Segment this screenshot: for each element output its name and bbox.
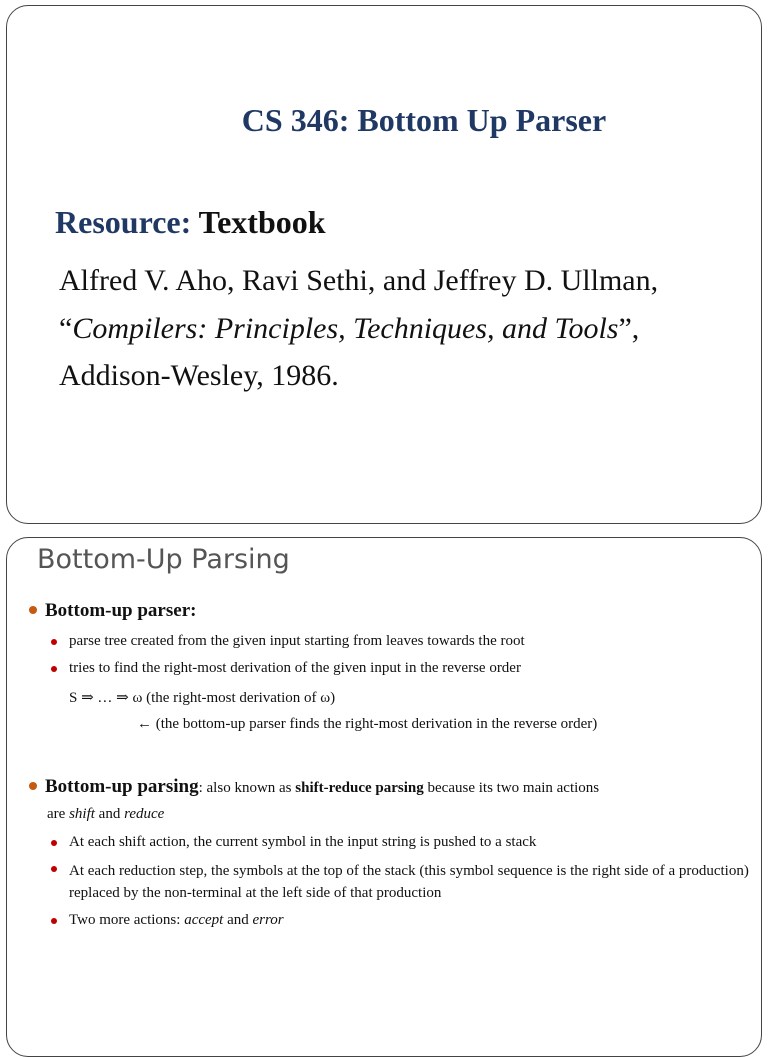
sub-bullet-dot-icon [51, 666, 57, 672]
sub-bullet [51, 860, 749, 904]
sub-bullet-text: tries to find the right-most derivation of the given input in the reverse order [69, 660, 521, 676]
sub-bullet-dot-icon [51, 639, 57, 645]
bullet-rest: because its two main actions [423, 780, 600, 796]
sub-bullet-text: At each shift action, the current symbol in the input string is pushed to a stack [69, 834, 537, 850]
quote-close: ”, [618, 312, 640, 345]
sub-bullet-text: Two more actions: [69, 912, 185, 928]
sub-bullet [51, 912, 284, 929]
resource-label: Resource: [55, 204, 192, 240]
authors: Alfred V. Aho, Ravi Sethi, and Jeffrey D. Ullman, [59, 264, 659, 297]
resource-heading [55, 204, 326, 241]
sub-bullet [51, 834, 536, 851]
slide-1 [6, 5, 762, 524]
sub-bullet-text: parse tree created from the given input starting from leaves towards the root [69, 633, 525, 649]
sub-bullet-dot-icon [51, 840, 57, 846]
sub-bullet [51, 633, 525, 650]
bullet-dot-icon [29, 782, 37, 790]
bullet-continuation [47, 806, 164, 823]
bullet-text: Bottom-up parser: [45, 600, 197, 621]
text-and: and [223, 912, 253, 928]
term-shift: shift [69, 806, 95, 822]
text-are: are [47, 806, 70, 822]
bullet-bold-term: shift-reduce parsing [295, 780, 424, 796]
derivation-line: S ⇒ … ⇒ ω (the right-most derivation of ω) [69, 690, 336, 706]
bullet-bottom-up-parsing [29, 776, 599, 798]
book-title-line [59, 312, 639, 346]
sub-bullet-dot-icon [51, 866, 57, 872]
term-reduce: reduce [124, 806, 165, 822]
bullet-mid: : also known as [198, 780, 296, 796]
bullet-dot-icon [29, 606, 37, 614]
reverse-derivation-line: ← (the bottom-up parser finds the right-most derivation in the reverse order) [137, 716, 598, 732]
book-title: Compilers: Principles, Techniques, and Tools [72, 312, 619, 345]
slide-title: Bottom-Up Parsing [37, 544, 290, 575]
term-error: error [252, 912, 284, 928]
slide-2 [6, 537, 762, 1057]
term-accept: accept [184, 912, 224, 928]
publisher: Addison-Wesley, 1986. [59, 359, 339, 392]
sub-bullet [51, 660, 521, 677]
resource-value: Textbook [198, 204, 326, 240]
bullet-bottom-up-parser [29, 600, 196, 622]
quote-open: “ [59, 312, 73, 345]
bullet-head: Bottom-up parsing [45, 776, 199, 797]
text-and: and [94, 806, 125, 822]
sub-bullet-dot-icon [51, 918, 57, 924]
sub-bullet-text: At each reduction step, the symbols at the top of the stack (this symbol sequence is the right side of a production) replaced by the non-terminal at the left side of that production [69, 863, 749, 901]
slide-title: CS 346: Bottom Up Parser [241, 102, 607, 138]
